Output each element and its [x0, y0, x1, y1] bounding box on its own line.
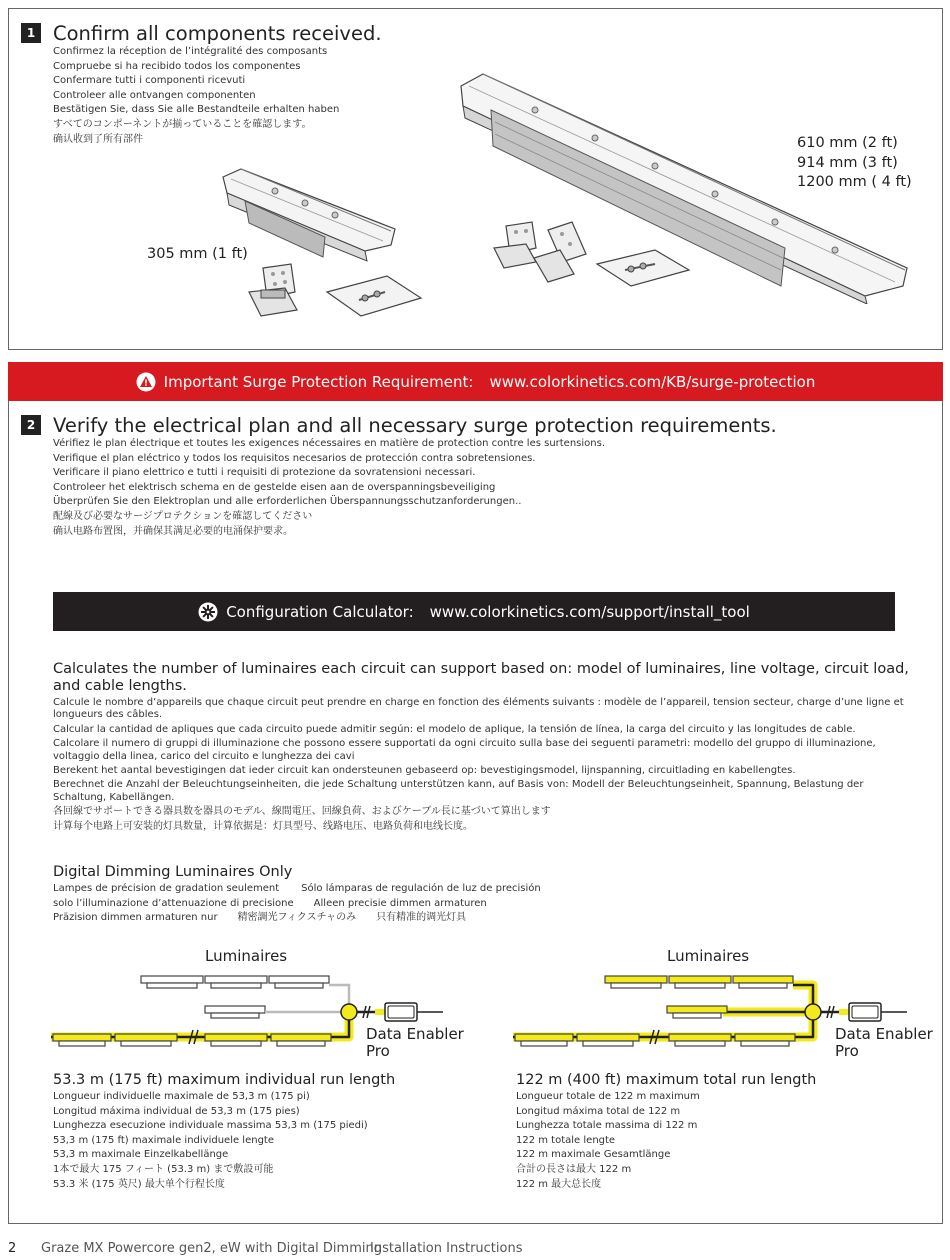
- step1-translation: Controleer alle ontvangen componenten: [53, 89, 256, 101]
- left-run-line: 53.3 米 (175 英尺) 最大单个行程长度: [53, 1178, 225, 1190]
- left-device-label-line: Data Enabler: [366, 1025, 464, 1043]
- config-banner-label: Configuration Calculator:: [226, 602, 414, 621]
- large-size-label: 1200 mm ( 4 ft): [797, 174, 912, 190]
- large-size-labels: [797, 134, 912, 193]
- step1-translation: Confirmez la réception de l’intégralité des composants: [53, 46, 328, 57]
- surge-protection-banner: [8, 362, 943, 401]
- surge-banner-link[interactable]: www.colorkinetics.com/KB/surge-protection: [489, 372, 816, 391]
- dimming-line: Präzision dimmen armaturen nur 精密調光フィクスチャのみ 只有精准的调光灯具: [53, 912, 467, 924]
- calculator-paragraph: Calcolare il numero di gruppi di illuminazione che possono essere supportati da ogni circuito sulla base dei seguenti parametri: modello del gruppo di illuminazione, voltaggio della linea, carico del circuito e lunghezza dei cavi: [53, 738, 876, 762]
- large-size-label: 610 mm (2 ft): [797, 135, 898, 151]
- calculator-paragraph: Berechnet die Anzahl der Beleuchtungseinheiten, die jede Schaltung unterstützen kann, auf Basis von: Modell der Beleuchtungseinheit, Spannung, Belastung der Schaltung, Kabellängen.: [53, 779, 864, 803]
- dimming-line: Lampes de précision de gradation seulement Sólo lámparas de regulación de luz de precisión: [53, 883, 541, 894]
- dimming-heading: Digital Dimming Luminaires Only: [53, 864, 293, 880]
- left-run-line: Longitud máxima individual de 53,3 m (175 pies): [53, 1105, 300, 1117]
- surge-banner-label: Important Surge Protection Requirement:: [163, 372, 474, 391]
- step2-translation: Überprüfen Sie den Elektroplan und alle erforderlichen Überspannungsschutzanforderungen..: [53, 496, 522, 508]
- step2-translation: Vérifiez le plan électrique et toutes les exigences nécessaires en matière de protection contre les surtensions.: [53, 438, 606, 449]
- footer-product-name: Graze MX Powercore gen2, eW with Digital Dimming: [41, 1241, 382, 1256]
- left-luminaires-label: Luminaires: [205, 947, 288, 965]
- page-number: 2: [8, 1241, 17, 1256]
- calculator-heading: Calculates the number of luminaires each circuit can support based on: model of luminaires, line voltage, circuit load, and cable lengths.: [53, 661, 909, 694]
- calculator-paragraph: 计算每个电路上可安装的灯具数量，计算依据是：灯具型号、线路电压、电路负荷和电线长度。: [53, 820, 473, 832]
- step1-title: Confirm all components received.: [53, 22, 382, 45]
- footer-document-type: Installation Instructions: [370, 1241, 523, 1256]
- right-run-line: 122 m maximale Gesamtlänge: [516, 1149, 671, 1161]
- right-run-line: Longitud máxima total de 122 m: [516, 1105, 681, 1117]
- left-device-label-line: Pro: [366, 1042, 390, 1060]
- right-run-line: Longueur totale de 122 m maximum: [516, 1091, 700, 1102]
- config-banner-link[interactable]: www.colorkinetics.com/support/install_tool: [429, 602, 750, 621]
- configuration-calculator-banner: [53, 592, 895, 631]
- right-luminaires-label: Luminaires: [667, 947, 750, 965]
- right-run-line: 122 m totale lengte: [516, 1134, 616, 1146]
- step1-translation: Bestätigen Sie, dass Sie alle Bestandteile erhalten haben: [53, 104, 340, 116]
- step1-translations: [53, 45, 339, 147]
- step2-translation: 配線及び必要なサージプロテクションを確認してください: [53, 510, 313, 522]
- step1-translation: Confermare tutti i componenti ricevuti: [53, 75, 246, 87]
- step2-translation: Verifique el plan eléctrico y todos los requisitos necesarios de protección contra sobretensiones.: [53, 452, 536, 464]
- calculator-paragraph: Calcular la cantidad de apliques que cada circuito puede admitir según: el modelo de aplique, la tensión de línea, la carga del circuito y las longitudes de cable.: [53, 723, 856, 735]
- left-run-line: 1本で最大 175 フィート (53.3 m) まで敷設可能: [53, 1163, 274, 1175]
- large-size-label: 914 mm (3 ft): [797, 154, 898, 171]
- step1-translation: すべてのコンポーネントが揃っていることを確認します。: [53, 118, 312, 130]
- left-run-line: Longueur individuelle maximale de 53,3 m (175 pi): [53, 1091, 310, 1102]
- small-size-label: 305 mm (1 ft): [147, 246, 248, 262]
- step2-translation: Verificare il piano elettrico e tutti i requisiti di protezione da sovratensioni necessari.: [53, 467, 476, 479]
- hardware-bag-illustration: [595, 248, 691, 288]
- step2-translations: [53, 437, 605, 539]
- left-run-title: 53.3 m (175 ft) maximum individual run length: [53, 1072, 396, 1088]
- mounting-brackets-illustration: [492, 218, 592, 284]
- dimming-line: solo l’illuminazione d’attenuazione di precisione Alleen precisie dimmen armaturen: [53, 897, 487, 909]
- right-run-line: 122 m 最大总长度: [516, 1178, 602, 1190]
- step1-translation: Compruebe si ha recibido todos los componentes: [53, 60, 301, 72]
- step2-number: 2: [21, 415, 41, 435]
- calculator-description: [53, 661, 913, 833]
- step2-translation: Controleer het elektrisch schema en de gestelde eisen aan de overspanningsbeveiliging: [53, 481, 496, 493]
- right-run-line: 合計の長さは最大 122 m: [516, 1163, 632, 1175]
- right-device-label-line: Data Enabler: [835, 1025, 933, 1043]
- dimming-lines: [53, 882, 541, 926]
- calculator-paragraph: 各回線でサポートできる器具数を器具のモデル、線間電圧、回線負荷、およびケーブル長に基づいて算出します: [53, 806, 551, 818]
- left-device-label: [366, 1026, 464, 1060]
- left-run-lines: [53, 1090, 368, 1192]
- left-run-line: 53,3 m (175 ft) maximale individuele lengte: [53, 1134, 274, 1146]
- gear-icon: [198, 602, 218, 622]
- right-run-title: 122 m (400 ft) maximum total run length: [516, 1072, 817, 1088]
- step2-title: Verify the electrical plan and all necessary surge protection requirements.: [53, 414, 777, 437]
- calculator-paragraph: Calcule le nombre d’appareils que chaque circuit peut prendre en charge en fonction des éléments suivants : modèle de l’appareil, tension secteur, charge d’une ligne et longueurs des câbles.: [53, 697, 904, 721]
- warning-icon: [136, 372, 156, 392]
- right-device-label-line: Pro: [835, 1042, 859, 1060]
- right-run-line: Lunghezza totale massima di 122 m: [516, 1120, 698, 1132]
- right-run-lines: [516, 1090, 700, 1192]
- left-run-line: Lunghezza esecuzione individuale massima 53,3 m (175 piedi): [53, 1120, 368, 1132]
- step1-translation: 确认收到了所有部件: [53, 133, 143, 145]
- step2-translation: 确认电路布置图，并确保其满足必要的电涌保护要求。: [53, 525, 293, 537]
- right-device-label: [835, 1026, 933, 1060]
- step1-number: 1: [21, 23, 41, 43]
- hardware-bag-illustration: [325, 274, 423, 318]
- left-run-line: 53,3 m maximale Einzelkabellänge: [53, 1149, 229, 1161]
- mounting-bracket-illustration: [245, 262, 305, 320]
- calculator-paragraph: Berekent het aantal bevestigingen dat ieder circuit kan ondersteunen gebaseerd op: bevestigingsmodel, lijnspanning, circuitlading en kabellengtes.: [53, 765, 796, 777]
